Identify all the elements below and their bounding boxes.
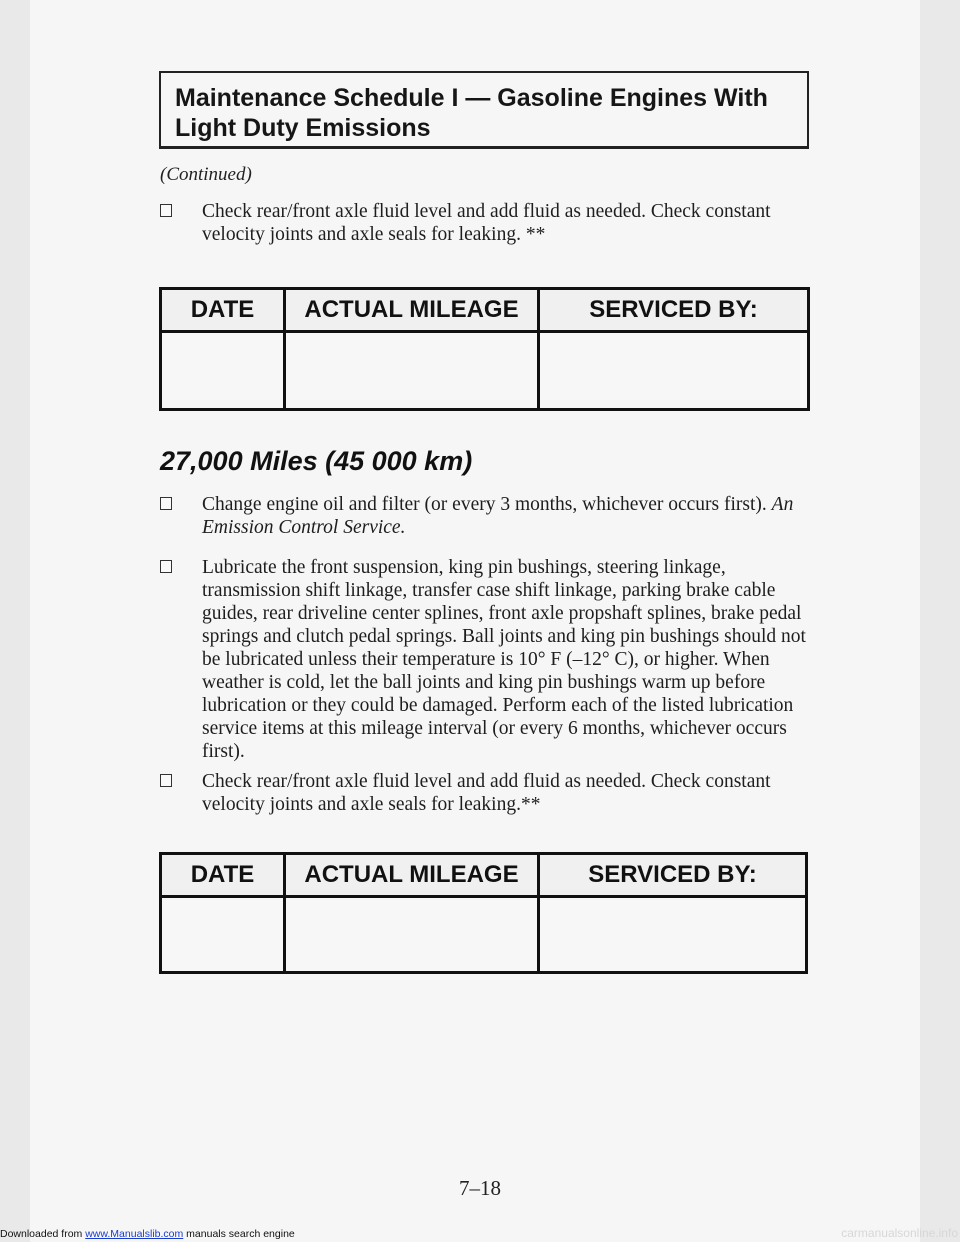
title-line-2: Light Duty Emissions — [175, 114, 431, 142]
table-row — [162, 898, 805, 973]
table-row — [162, 333, 807, 410]
mileage-header: ACTUAL MILEAGE — [286, 855, 540, 895]
manualslib-link[interactable]: www.Manualslib.com — [85, 1228, 184, 1240]
title-line-1: Maintenance Schedule I — Gasoline Engines With — [175, 84, 768, 112]
section-title-box — [159, 71, 809, 149]
mileage-cell[interactable] — [286, 333, 540, 410]
date-cell[interactable] — [162, 333, 286, 410]
table-header-row — [162, 855, 805, 898]
date-cell[interactable] — [162, 898, 286, 973]
serviced-by-header: SERVICED BY: — [589, 296, 758, 323]
mileage-cell[interactable] — [286, 898, 540, 973]
checkbox-icon[interactable] — [160, 497, 172, 510]
checklist-item — [160, 556, 820, 763]
serviced-by-cell[interactable] — [540, 898, 805, 973]
mileage-heading: 27,000 Miles (45 000 km) — [160, 446, 473, 476]
item-text: Change engine oil and filter (or every 3 months, whichever occurs first). An Emission Control Service. — [202, 494, 794, 538]
checklist-item — [160, 770, 820, 816]
checklist-item — [160, 200, 820, 246]
page-number: 7–18 — [459, 1176, 501, 1200]
mileage-header: ACTUAL MILEAGE — [286, 290, 540, 330]
table-header-row — [162, 290, 807, 333]
service-record-table — [159, 287, 810, 411]
date-header: DATE — [162, 855, 286, 895]
emission-control-note: An Emission Control Service. — [202, 494, 794, 538]
service-record-table — [159, 852, 808, 974]
continued-label: (Continued) — [160, 164, 252, 185]
checklist-item — [160, 493, 820, 539]
download-footer: Downloaded from www.Manualslib.com manuals search engine — [0, 1228, 295, 1240]
checkbox-icon[interactable] — [160, 204, 172, 217]
item-text: Lubricate the front suspension, king pin bushings, steering linkage, transmission shift linkage, transfer case shift linkage, parking brake cable guides, rear driveline center splines, front axle propshaft splines, brake pedal springs and clutch pedal springs. Ball joints and king pin bushings should not be lubricated unless their temperature is 10° F (–12° C), or higher. When weather is cold, let the ball joints and king pin bushings warm up before lubrication or they could be damaged. Perform each of the listed lubrication service items at this mileage interval (or every 6 months, whichever occurs first). — [202, 557, 806, 762]
date-header: DATE — [162, 290, 286, 330]
serviced-by-header: SERVICED BY: — [588, 861, 757, 888]
checkbox-icon[interactable] — [160, 774, 172, 787]
watermark: carmanualsonline.info — [841, 1226, 958, 1240]
item-text: Check rear/front axle fluid level and add fluid as needed. Check constant velocity joints and axle seals for leaking.** — [202, 771, 771, 815]
serviced-by-cell[interactable] — [540, 333, 807, 410]
checkbox-icon[interactable] — [160, 560, 172, 573]
item-text: Check rear/front axle fluid level and add fluid as needed. Check constant velocity joints and axle seals for leaking. ** — [202, 201, 771, 245]
